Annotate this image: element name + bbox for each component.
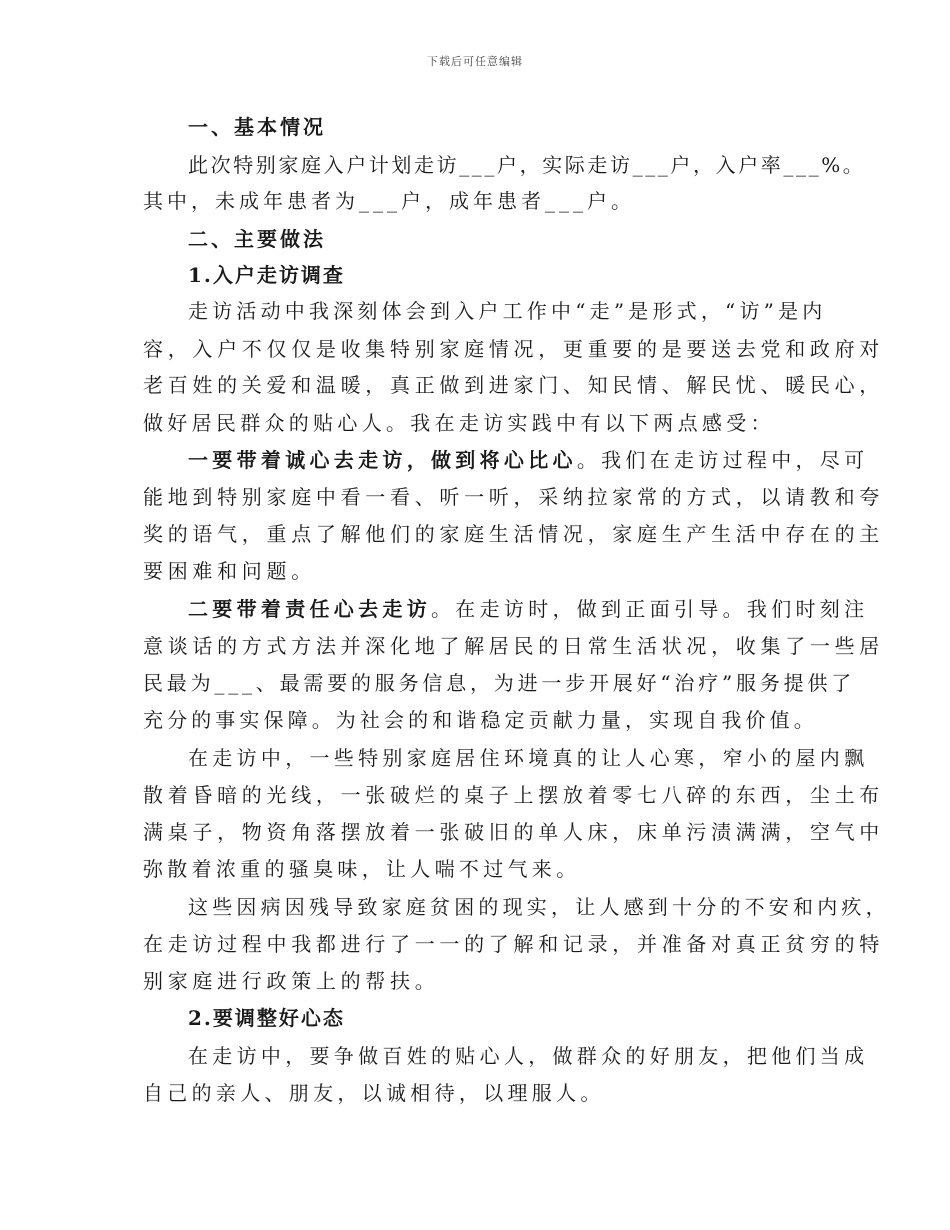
paragraph-line: 奖的语气，重点了解他们的家庭生活情况，家庭生产生活中存在的主 bbox=[143, 522, 884, 546]
page-header: 下载后可任意编辑 bbox=[427, 55, 523, 68]
paragraph-line: 民最为___、最需要的服务信息，为进一步开展好“治疗”服务提供了 bbox=[143, 671, 856, 695]
paragraph-line: 做好居民群众的贴心人。我在走访实践中有以下两点感受： bbox=[143, 411, 775, 435]
paragraph-text: 。在走访时，做到正面引导。我们时刻注 bbox=[431, 597, 869, 621]
subsection-heading-mindset: 2.要调整好心态 bbox=[188, 1006, 345, 1030]
paragraph-line: 散着昏暗的光线，一张破烂的桌子上摆放着零七八碎的东西，尘土布 bbox=[143, 783, 884, 807]
paragraph-line: 要困难和问题。 bbox=[143, 559, 316, 583]
paragraph-text: 。我们在走访过程中，尽可 bbox=[576, 448, 869, 472]
subsection-heading-visits: 1.入户走访调查 bbox=[188, 263, 345, 287]
paragraph-line: 其中，未成年患者为___户，成年患者___户。 bbox=[143, 189, 635, 213]
paragraph-line: 走访活动中我深刻体会到入户工作中“走”是形式，“访”是内 bbox=[188, 299, 827, 323]
section-heading-methods: 二、主要做法 bbox=[188, 227, 326, 251]
emphasis-responsibility: 二要带着责任心去走访 bbox=[188, 597, 431, 621]
paragraph-line bbox=[188, 596, 868, 622]
paragraph-line: 容，入户不仅仅是收集特别家庭情况，更重要的是要送去党和政府对 bbox=[143, 337, 884, 361]
paragraph-line: 能地到特别家庭中看一看、听一听，采纳拉家常的方式，以请教和夸 bbox=[143, 485, 884, 509]
emphasis-sincerity: 一要带着诚心去走访，做到将心比心 bbox=[188, 448, 577, 472]
paragraph-line: 意谈话的方式方法并深化地了解居民的日常生活状况，收集了一些居 bbox=[143, 634, 884, 658]
paragraph-line: 满桌子，物资角落摆放着一张破旧的单人床，床单污渍满满，空气中 bbox=[143, 820, 884, 844]
paragraph-line: 别家庭进行政策上的帮扶。 bbox=[143, 969, 440, 993]
paragraph-line: 在走访中，要争做百姓的贴心人，做群众的好朋友，把他们当成 bbox=[188, 1044, 869, 1068]
paragraph-line: 在走访中，一些特别家庭居住环境真的让人心寒，窄小的屋内飘 bbox=[188, 746, 869, 770]
paragraph-line: 弥散着浓重的骚臭味，让人喘不过气来。 bbox=[143, 857, 581, 881]
paragraph-line: 此次特别家庭入户计划走访___户，实际走访___户，入户率___%。 bbox=[188, 153, 866, 177]
paragraph-line: 在走访过程中我都进行了一一的了解和记录，并准备对真正贫穷的特 bbox=[143, 932, 884, 956]
paragraph-line: 老百姓的关爱和温暖，真正做到进家门、知民情、解民忧、暖民心， bbox=[143, 373, 884, 397]
paragraph-line bbox=[188, 447, 868, 473]
paragraph-line: 自己的亲人、朋友，以诚相待，以理服人。 bbox=[143, 1081, 605, 1105]
paragraph-line: 这些因病因残导致家庭贫困的现实，让人感到十分的不安和内疚， bbox=[188, 895, 890, 919]
section-heading-basic: 一、基本情况 bbox=[188, 115, 326, 139]
paragraph-line: 充分的事实保障。为社会的和谐稳定贡献力量，实现自我价值。 bbox=[143, 708, 818, 732]
